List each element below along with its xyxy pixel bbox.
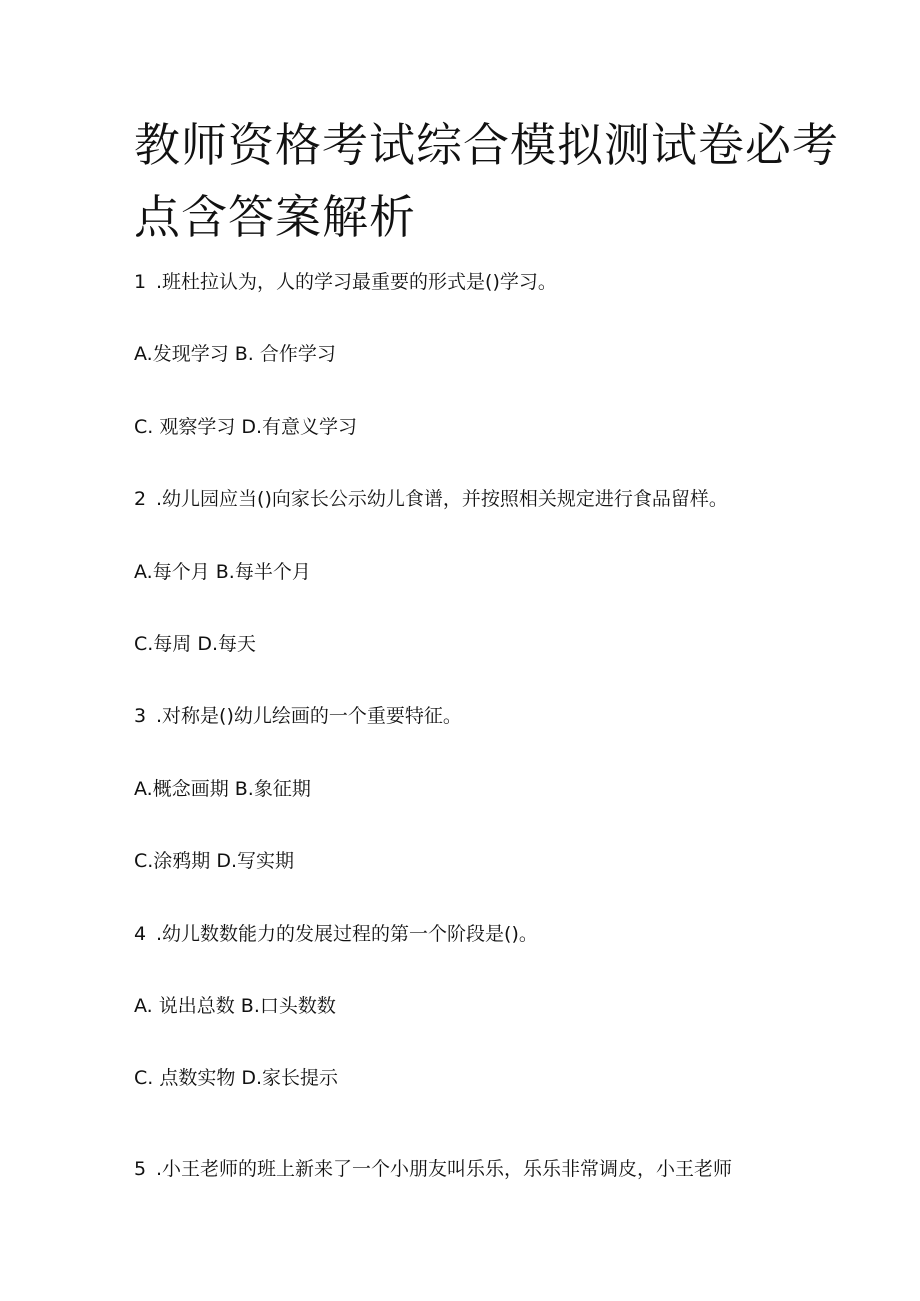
question-3-options-cd: C.涂鸦期 D.写实期 (134, 850, 295, 872)
question-2-text: .幼儿园应当()向家长公示幼儿食谱，并按照相关规定进行食品留样。 (156, 488, 728, 510)
question-3-stem (134, 707, 462, 726)
question-2-stem (134, 490, 728, 509)
question-3-options-ab: A.概念画期 B.象征期 (134, 778, 311, 800)
question-1-stem (134, 273, 557, 292)
question-4-options-cd: C. 点数实物 D.家长提示 (134, 1067, 339, 1089)
question-3-text: .对称是()幼儿绘画的一个重要特征。 (156, 705, 462, 727)
question-5-number: 5 (134, 1158, 147, 1180)
question-1-options-cd: C. 观察学习 D.有意义学习 (134, 416, 358, 438)
document-title-line-2: 点含答案解析 (134, 190, 416, 244)
question-5-text: .小王老师的班上新来了一个小朋友叫乐乐，乐乐非常调皮，小王老师 (156, 1158, 733, 1180)
question-4-stem (134, 925, 538, 944)
question-2-options-cd: C.每周 D.每天 (134, 633, 257, 655)
question-1-options-ab: A.发现学习 B. 合作学习 (134, 343, 336, 365)
question-4-options-ab: A. 说出总数 B.口头数数 (134, 995, 336, 1017)
question-5-stem (134, 1160, 732, 1179)
question-1-number: 1 (134, 271, 147, 293)
question-3-number: 3 (134, 705, 147, 727)
question-4-text: .幼儿数数能力的发展过程的第一个阶段是()。 (156, 923, 538, 945)
document-title-line-1: 教师资格考试综合模拟测试卷必考 (134, 118, 839, 172)
question-4-number: 4 (134, 923, 147, 945)
question-1-text: .班杜拉认为，人的学习最重要的形式是()学习。 (156, 271, 557, 293)
question-2-options-ab: A.每个月 B.每半个月 (134, 561, 311, 583)
question-2-number: 2 (134, 488, 147, 510)
